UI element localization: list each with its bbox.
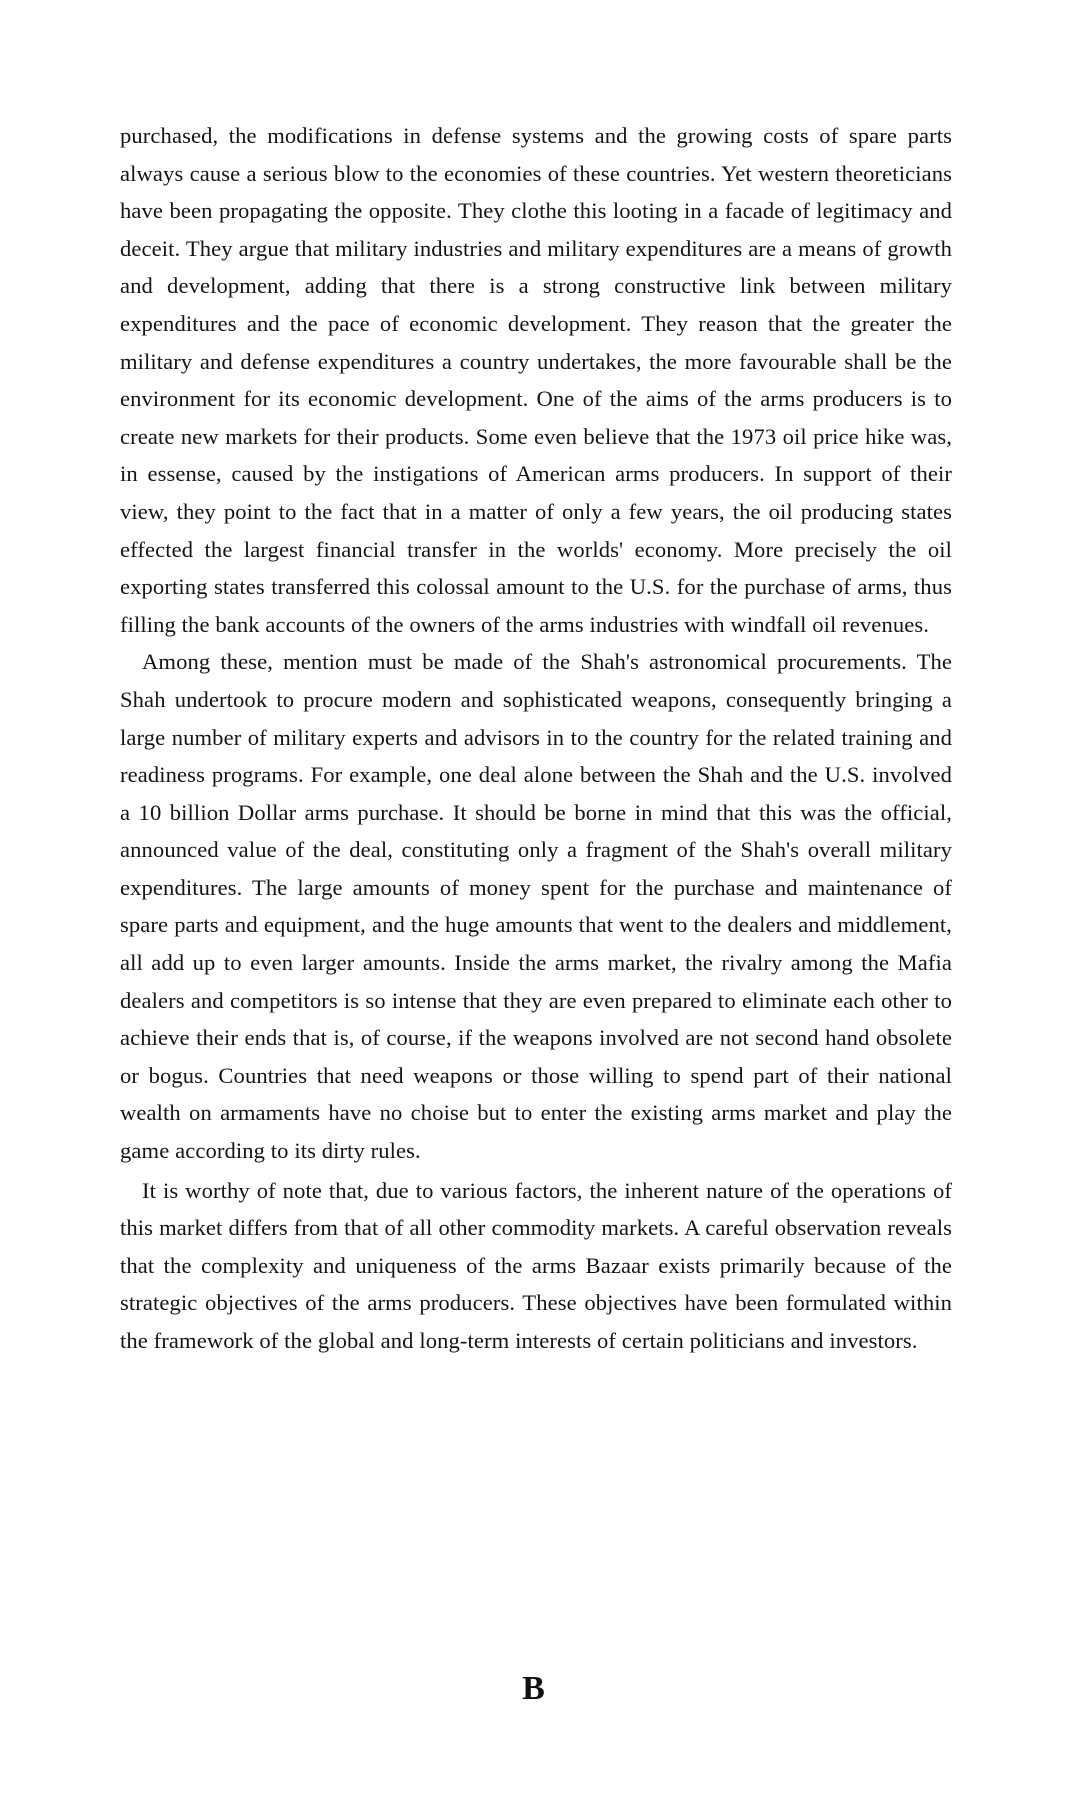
page-marker: B <box>522 1670 545 1707</box>
paragraph-continuation: purchased, the modifications in defense systems and the growing costs of spare parts always cause a serious blow to the economies of these countries. Yet western theoreticians have been propagating the opposite. They clothe this looting in a facade of legitimacy and deceit. They argue that military industries and military expenditures are a means of growth and development, adding that there is a strong constructive link between military expenditures and the pace of economic development. They reason that the greater the military and defense expenditures a country undertakes, the more favourable shall be the environment for its economic development. One of the aims of the arms producers is to create new markets for their products. Some even believe that the 1973 oil price hike was, in essense, caused by the instigations of American arms producers. In support of their view, they point to the fact that in a matter of only a few years, the oil producing states effected the largest financial transfer in the worlds' economy. More precisely the oil exporting states transferred this colossal amount to the U.S. for the purchase of arms, thus filling the bank accounts of the owners of the arms industries with windfall oil revenues. <box>120 123 952 637</box>
body-text <box>120 117 952 1360</box>
paragraph-shah-procurements: Among these, mention must be made of the Shah's astronomical procurements. The Shah undertook to procure modern and sophisticated weapons, consequently bringing a large number of military experts and advisors in to the country for the related training and readiness programs. For example, one deal alone between the Shah and the U.S. involved a 10 billion Dollar arms purchase. It should be borne in mind that this was the official, announced value of the deal, constituting only a fragment of the Shah's overall military expenditures. The large amounts of money spent for the purchase and maintenance of spare parts and equipment, and the huge amounts that went to the dealers and middlement, all add up to even larger amounts. Inside the arms market, the rivalry among the Mafia dealers and competitors is so intense that they are even prepared to eliminate each other to achieve their ends that is, of course, if the weapons involved are not second hand obsolete or bogus. Countries that need weapons or those willing to spend part of their national wealth on armaments have no choise but to enter the existing arms market and play the game according to its dirty rules. <box>120 649 952 1164</box>
paragraph-market-nature: It is worthy of note that, due to various factors, the inherent nature of the operations of this market differs from that of all other commodity markets. A careful observation reveals that the complexity and uniqueness of the arms Bazaar exists primarily because of the strategic objectives of the arms producers. These objectives have been formulated within the framework of the global and long-term interests of certain politicians and investors. <box>120 1177 952 1353</box>
